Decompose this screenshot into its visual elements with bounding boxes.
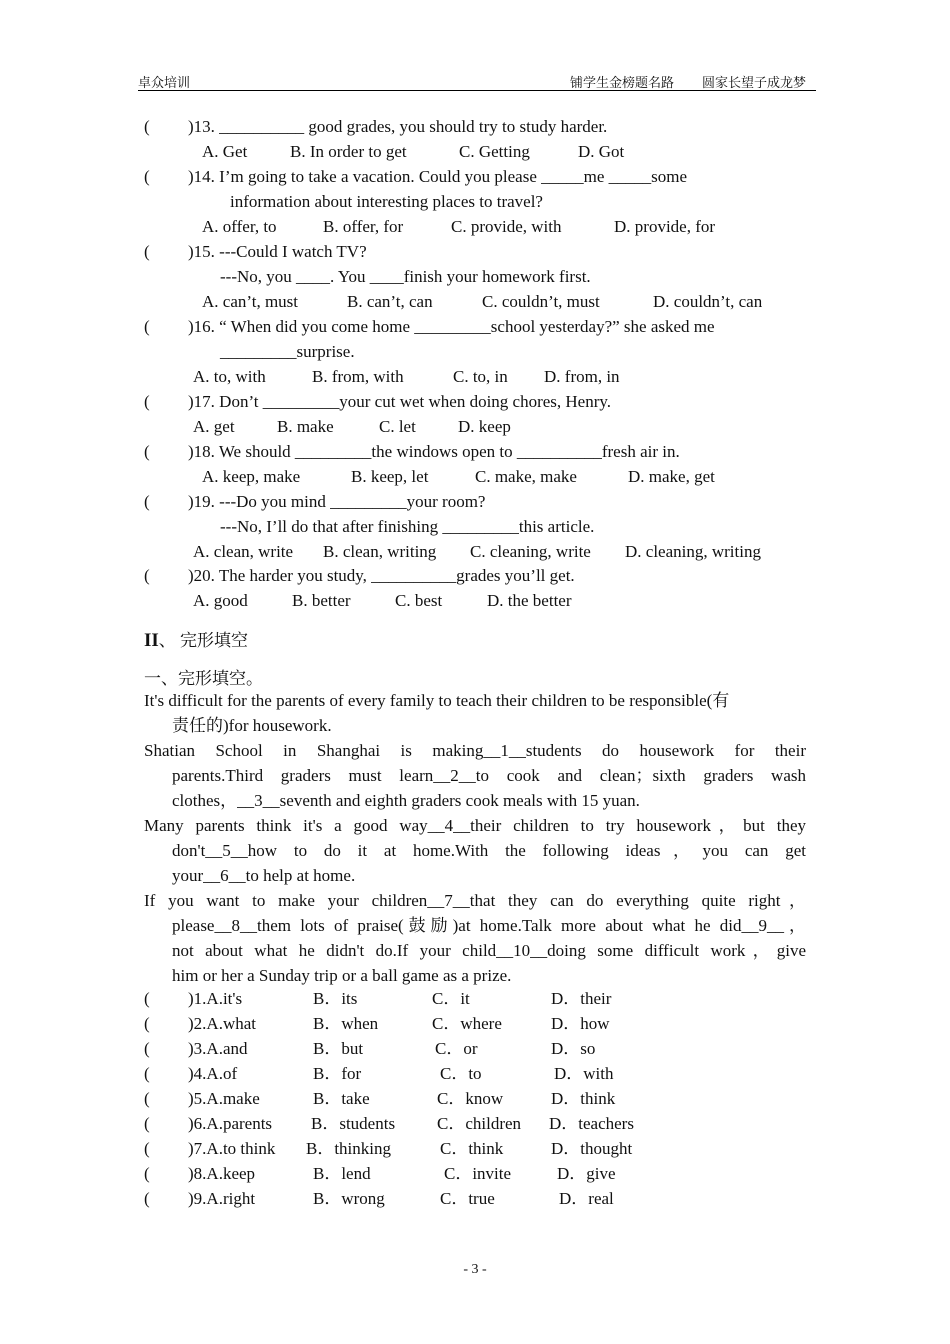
cloze-option-c: C．invite [444, 1164, 512, 1183]
page-number: - 3 - [463, 1262, 487, 1277]
cloze-option-b: B．take [313, 1089, 370, 1108]
answer-paren: ( [144, 1089, 150, 1108]
passage-line: Many parents think it's a good way__4__their children to try housework，but they [144, 816, 806, 835]
option-b: B. clean, writing [323, 542, 437, 561]
passage-line: Shatian School in Shanghai is making__1__students do housework for their [144, 741, 806, 760]
option-d: D. couldn’t, can [653, 292, 763, 311]
passage-line: If you want to make your children__7__that they can do everything quite right， [144, 891, 806, 910]
option-b: B. offer, for [323, 217, 404, 236]
answer-paren: ( [144, 989, 150, 1008]
cloze-option-a: )6.A.parents [188, 1114, 273, 1133]
answer-paren: ( [144, 167, 150, 186]
cloze-option-c: C．or [435, 1039, 478, 1058]
cloze-option-b: B．when [313, 1014, 379, 1033]
question-19-cont: ---No, I’ll do that after finishing _________this article. [220, 517, 595, 536]
cloze-option-c: C．it [432, 989, 470, 1008]
passage-line: him or her a Sunday trip or a ball game as a prize. [172, 966, 512, 985]
option-d: D. keep [458, 417, 511, 436]
cloze-option-b: B．but [313, 1039, 364, 1058]
answer-paren: ( [144, 392, 150, 411]
answer-paren: ( [144, 117, 150, 136]
answer-paren: ( [144, 1139, 150, 1158]
cloze-option-d: D．thought [551, 1139, 633, 1158]
option-c: C. provide, with [451, 217, 562, 236]
cloze-option-b: B．lend [313, 1164, 371, 1183]
cloze-option-d: D．teachers [549, 1114, 634, 1133]
answer-paren: ( [144, 317, 150, 336]
answer-paren: ( [144, 1114, 150, 1133]
option-d: D. Got [578, 142, 625, 161]
answer-paren: ( [144, 1164, 150, 1183]
cloze-option-b: B．wrong [313, 1189, 385, 1208]
passage-line: don't__5__how to do it at home.With the following ideas，you can get [172, 841, 806, 860]
cloze-option-a: )4.A.of [188, 1064, 238, 1083]
cloze-option-b: B．for [313, 1064, 362, 1083]
option-a: A. get [193, 417, 235, 436]
question-15: )15. ---Could I watch TV? [188, 242, 367, 261]
passage-paragraph-3 [144, 813, 806, 888]
passage-line: 责任的)for housework. [172, 716, 332, 735]
option-d: D. make, get [628, 467, 715, 486]
cloze-option-a: )8.A.keep [188, 1164, 256, 1183]
option-b: B. from, with [312, 367, 404, 386]
question-19: )19. ---Do you mind _________your room? [188, 492, 486, 511]
cloze-option-b: B．its [313, 989, 358, 1008]
header-left-text: 卓众培训 [138, 75, 191, 90]
answer-paren: ( [144, 1189, 150, 1208]
passage-paragraph-4 [144, 888, 806, 988]
cloze-option-a: )5.A.make [188, 1089, 260, 1108]
question-17: )17. Don’t _________your cut wet when doing chores, Henry. [188, 392, 612, 411]
question-15-cont: ---No, you ____. You ____finish your homework first. [220, 267, 591, 286]
passage-line: clothes，__3__seventh and eighth graders cook meals with 15 yuan. [172, 791, 640, 810]
section-separator: 、 [158, 631, 176, 650]
answer-paren: ( [144, 492, 150, 511]
cloze-option-c: C．think [440, 1139, 504, 1158]
option-d: D. provide, for [614, 217, 716, 236]
option-c: C. make, make [475, 467, 577, 486]
option-a: A. to, with [193, 367, 266, 386]
cloze-option-d: D．their [551, 989, 612, 1008]
answer-paren: ( [144, 442, 150, 461]
passage-line: parents.Third graders must learn__2__to cook and clean；sixth graders wash [172, 766, 806, 785]
passage-line: It's difficult for the parents of every family to teach their children to be responsible(有 [144, 691, 730, 710]
cloze-option-b: B．students [311, 1114, 396, 1133]
answer-paren: ( [144, 242, 150, 261]
cloze-option-d: D．give [557, 1164, 616, 1183]
question-16-cont: _________surprise. [220, 342, 355, 361]
passage-line: not about what he didn't do.If your child__10__doing some difficult work，give [172, 941, 806, 960]
question-20: )20. The harder you study, __________grades you’ll get. [188, 566, 575, 585]
passage-line: your__6__to help at home. [172, 866, 356, 885]
option-c: C. couldn’t, must [482, 292, 600, 311]
option-a: A. keep, make [202, 467, 301, 486]
cloze-option-d: D．with [554, 1064, 614, 1083]
option-a: A. offer, to [202, 217, 277, 236]
option-c: C. cleaning, write [470, 542, 591, 561]
cloze-option-c: C．to [440, 1064, 482, 1083]
header-slogan-2: 圆家长望子成龙梦 [701, 75, 806, 90]
section-subheading: 一、完形填空。 [144, 669, 263, 688]
cloze-option-c: C．know [437, 1089, 504, 1108]
option-c: C. Getting [459, 142, 530, 161]
section-title: 完形填空 [180, 631, 249, 650]
option-a: A. can’t, must [202, 292, 299, 311]
option-d: D. cleaning, writing [625, 542, 761, 561]
cloze-option-a: )3.A.and [188, 1039, 248, 1058]
cloze-option-a: )1.A.it's [188, 989, 243, 1008]
option-b: B. can’t, can [347, 292, 433, 311]
header-right-text [570, 72, 806, 91]
page-header [138, 72, 816, 91]
option-c: C. to, in [453, 367, 508, 386]
cloze-option-a: )7.A.to think [188, 1139, 276, 1158]
option-a: A. Get [202, 142, 248, 161]
option-c: C. let [379, 417, 416, 436]
cloze-option-d: D．real [559, 1189, 614, 1208]
cloze-option-a: )9.A.right [188, 1189, 256, 1208]
question-18: )18. We should _________the windows open to __________fresh air in. [188, 442, 680, 461]
section-numeral: II [144, 630, 159, 651]
option-c: C. best [395, 591, 443, 610]
cloze-option-a: )2.A.what [188, 1014, 256, 1033]
section-heading [144, 626, 248, 652]
cloze-option-d: D．think [551, 1089, 616, 1108]
option-b: B. make [277, 417, 334, 436]
passage-line: please__8__them lots of praise(鼓励)at home.Talk more about what he did__9__， [172, 916, 806, 935]
option-b: B. In order to get [290, 142, 407, 161]
question-16: )16. “ When did you come home _________school yesterday?” she asked me [188, 317, 715, 336]
cloze-option-b: B．thinking [306, 1139, 392, 1158]
option-a: A. good [193, 591, 248, 610]
cloze-option-c: C．children [437, 1114, 522, 1133]
answer-paren: ( [144, 1064, 150, 1083]
passage-paragraph-2 [144, 738, 806, 813]
answer-paren: ( [144, 1039, 150, 1058]
option-a: A. clean, write [193, 542, 294, 561]
question-14: )14. I’m going to take a vacation. Could you please _____me _____some [188, 167, 688, 186]
header-slogan-1: 铺学生金榜题名路 [569, 75, 674, 90]
option-d: D. from, in [544, 367, 620, 386]
answer-paren: ( [144, 566, 150, 585]
cloze-option-c: C．true [440, 1189, 495, 1208]
option-b: B. better [292, 591, 351, 610]
cloze-option-d: D．how [551, 1014, 610, 1033]
question-13: )13. __________ good grades, you should try to study harder. [188, 117, 608, 136]
question-14-cont: information about interesting places to travel? [230, 192, 543, 211]
cloze-option-c: C．where [432, 1014, 502, 1033]
option-d: D. the better [487, 591, 572, 610]
passage-paragraph-1 [144, 688, 806, 738]
answer-paren: ( [144, 1014, 150, 1033]
option-b: B. keep, let [351, 467, 429, 486]
cloze-option-d: D．so [551, 1039, 596, 1058]
